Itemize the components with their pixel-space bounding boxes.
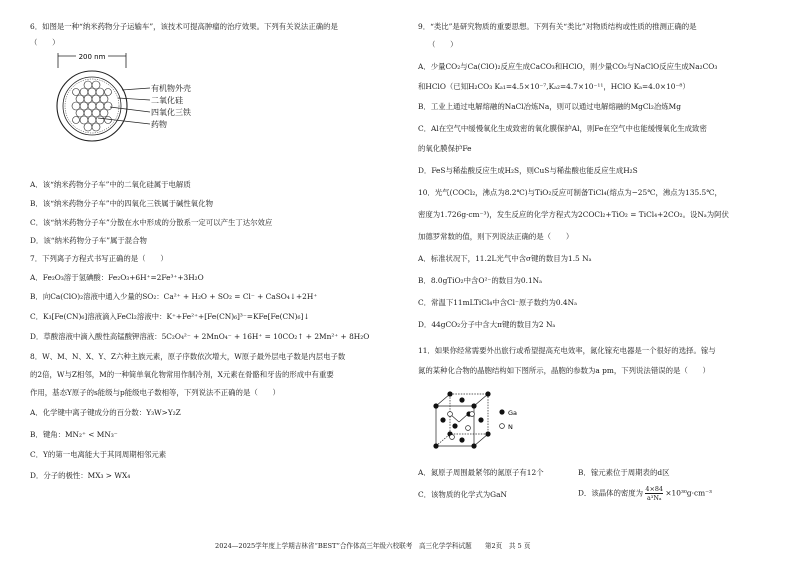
q7-stem: 7．下列离子方程式书写正确的是（ ） xyxy=(30,254,168,263)
density-fraction xyxy=(645,485,663,502)
q9-option-d: D．FeS与稀盐酸反应生成H₂S，则CuS与稀盐酸也能反应生成H₂S xyxy=(418,166,638,175)
density-numerator: 4×84 xyxy=(645,485,663,493)
figure-label-drug: 药物 xyxy=(151,120,167,129)
q10-line-1: 10．光气(COCl₂，沸点为8.2℃)与TiO₂反应可制备TiCl₄(熔点为−25℃，沸点为135.5℃， xyxy=(418,188,722,197)
page-footer: 2024—2025学年度上学期吉林省“BEST”合作体高三年级六校联考 高三化学学科试题 第2页 共 5 页 xyxy=(215,542,531,550)
density-denominator: a³Nₐ xyxy=(646,494,662,502)
q11-option-d xyxy=(578,485,712,502)
q9-option-c-line2: 的氧化膜保护Fe xyxy=(418,144,472,153)
q11-option-b: B．镓元素位于周期表的d区 xyxy=(578,468,670,477)
q8-option-a: A．化学键中离子键成分的百分数：Y₃W>Y₂Z xyxy=(30,408,181,417)
legend-ga-label: Ga xyxy=(508,409,518,417)
q9-option-a-line2: 和HClO（已知H₂CO₃ Kₐ₁=4.5×10⁻⁷,Kₐ₂=4.7×10⁻¹¹，HClO Kₐ=4.0×10⁻⁸） xyxy=(418,82,690,91)
q10-option-a: A．标准状况下，11.2L光气中含σ键的数目为1.5 Nₐ xyxy=(418,254,592,263)
nano-carrier-figure xyxy=(48,52,218,156)
q9-blank: （ ） xyxy=(428,40,458,49)
q6-option-a: A．该“纳米药物分子车”中的二氧化硅属于电解质 xyxy=(30,180,191,189)
q6-option-c: C．该“纳米药物分子车”分散在水中形成的分散系一定可以产生丁达尔效应 xyxy=(30,218,273,227)
q6-option-d: D．该“纳米药物分子车”属于混合物 xyxy=(30,236,147,245)
q11-option-a: A．氮原子周围最紧邻的氮原子有12个 xyxy=(418,468,544,477)
q6-option-b: B．该“纳米药物分子车”中的四氧化三铁属于碱性氧化物 xyxy=(30,199,213,208)
q10-line-2: 密度为1.726g·cm⁻³)，发生反应的化学方程式为2COCl₂+TiO₂ = TiCl₄+2CO₂。设Nₐ为阿伏 xyxy=(418,210,729,219)
figure-scale-label: 200 nm xyxy=(78,53,106,61)
gan-unit-cell-figure xyxy=(428,384,538,456)
q8-line-1: 8．W、M、N、X、Y、Z六种主族元素，原子序数依次增大，W原子最外层电子数是内层电子数 xyxy=(30,352,346,361)
q9-option-b: B．工业上通过电解熔融的NaCl冶炼Na，则可以通过电解熔融的MgCl₂冶炼Mg xyxy=(418,102,681,111)
q11-option-c: C．该物质的化学式为GaN xyxy=(418,490,507,499)
q10-option-b: B．8.0gTiO₂中含O²⁻的数目为0.1Nₐ xyxy=(418,276,542,285)
q11-line-2: 氮的某种化合物的晶胞结构如下图所示，晶胞的参数为a pm，下列说法错误的是（ ） xyxy=(418,366,710,375)
q9-stem: 9．“类比”是研究物质的重要思想。下列有关“类比”对物质结构或性质的推测正确的是 xyxy=(418,22,697,31)
q6-stem: 6．如图是一种“纳米药物分子运输车”，该技术可提高肿瘤的治疗效果。下列有关说法正确的是 xyxy=(30,22,338,31)
figure-label-shell: 有机物外壳 xyxy=(151,84,191,93)
q8-option-b: B．键角：MN₂⁺ < MN₃⁻ xyxy=(30,430,118,439)
q8-option-d: D．分子的极性：MX₃ > WX₄ xyxy=(30,471,131,480)
q8-option-c: C．Y的第一电离能大于其同周期相邻元素 xyxy=(30,450,167,459)
q6-blank: （ ） xyxy=(30,38,60,47)
figure-label-fe3o4: 四氧化三铁 xyxy=(151,108,191,117)
legend-n-label: N xyxy=(508,423,513,431)
q11-option-d-suffix: ×10³⁰g·cm⁻³ xyxy=(665,488,712,498)
q9-option-c-line1: C．Al在空气中缓慢氧化生成致密的氧化膜保护Al，则Fe在空气中也能缓慢氧化生成致密 xyxy=(418,124,707,133)
q7-option-b: B．向Ca(ClO)₂溶液中通入少量的SO₂：Ca²⁺ + H₂O + SO₂ = Cl⁻ + CaSO₄↓+2H⁺ xyxy=(30,292,318,301)
q10-option-d: D．44gCO₂分子中含大π键的数目为2 Nₐ xyxy=(418,320,556,329)
q9-option-a-line1: A．少量CO₂与Ca(ClO)₂反应生成CaCO₃和HClO，则少量CO₂与NaClO反应生成Na₂CO₃ xyxy=(418,62,718,71)
q7-option-a: A．Fe₂O₃溶于氢碘酸：Fe₂O₃+6H⁺=2Fe³⁺+3H₂O xyxy=(30,273,204,282)
q8-line-2: 的2倍，W与Z相邻，M的一种简单氧化物常用作制冷剂，X元素在骨骼和牙齿的形成中有重要 xyxy=(30,370,334,379)
q7-option-d: D．草酸溶液中滴入酸性高锰酸钾溶液：5C₂O₄²⁻ + 2MnO₄⁻ + 16H⁺ = 10CO₂↑ + 2Mn²⁺ + 8H₂O xyxy=(30,332,370,341)
figure-label-silica: 二氧化硅 xyxy=(151,96,183,105)
q7-option-c: C．K₃[Fe(CN)₆]溶液滴入FeCl₂溶液中：K⁺+Fe²⁺+[Fe(CN)₆]³⁻=KFe[Fe(CN)₆]↓ xyxy=(30,312,310,321)
q8-line-3: 作用，基态Y原子的s能级与p能级电子数相等，下列说法不正确的是（ ） xyxy=(30,388,280,397)
q10-line-3: 加德罗常数的值，则下列说法正确的是（ ） xyxy=(418,232,574,241)
q10-option-c: C．常温下11mLTiCl₄中含Cl⁻原子数约为0.4Nₐ xyxy=(418,298,577,307)
q11-option-d-prefix: D．该晶体的密度为 xyxy=(578,488,644,498)
q11-line-1: 11．如果你经常需要外出旅行或希望提高充电效率，氮化镓充电器是一个很好的选择。镓与 xyxy=(418,346,716,355)
